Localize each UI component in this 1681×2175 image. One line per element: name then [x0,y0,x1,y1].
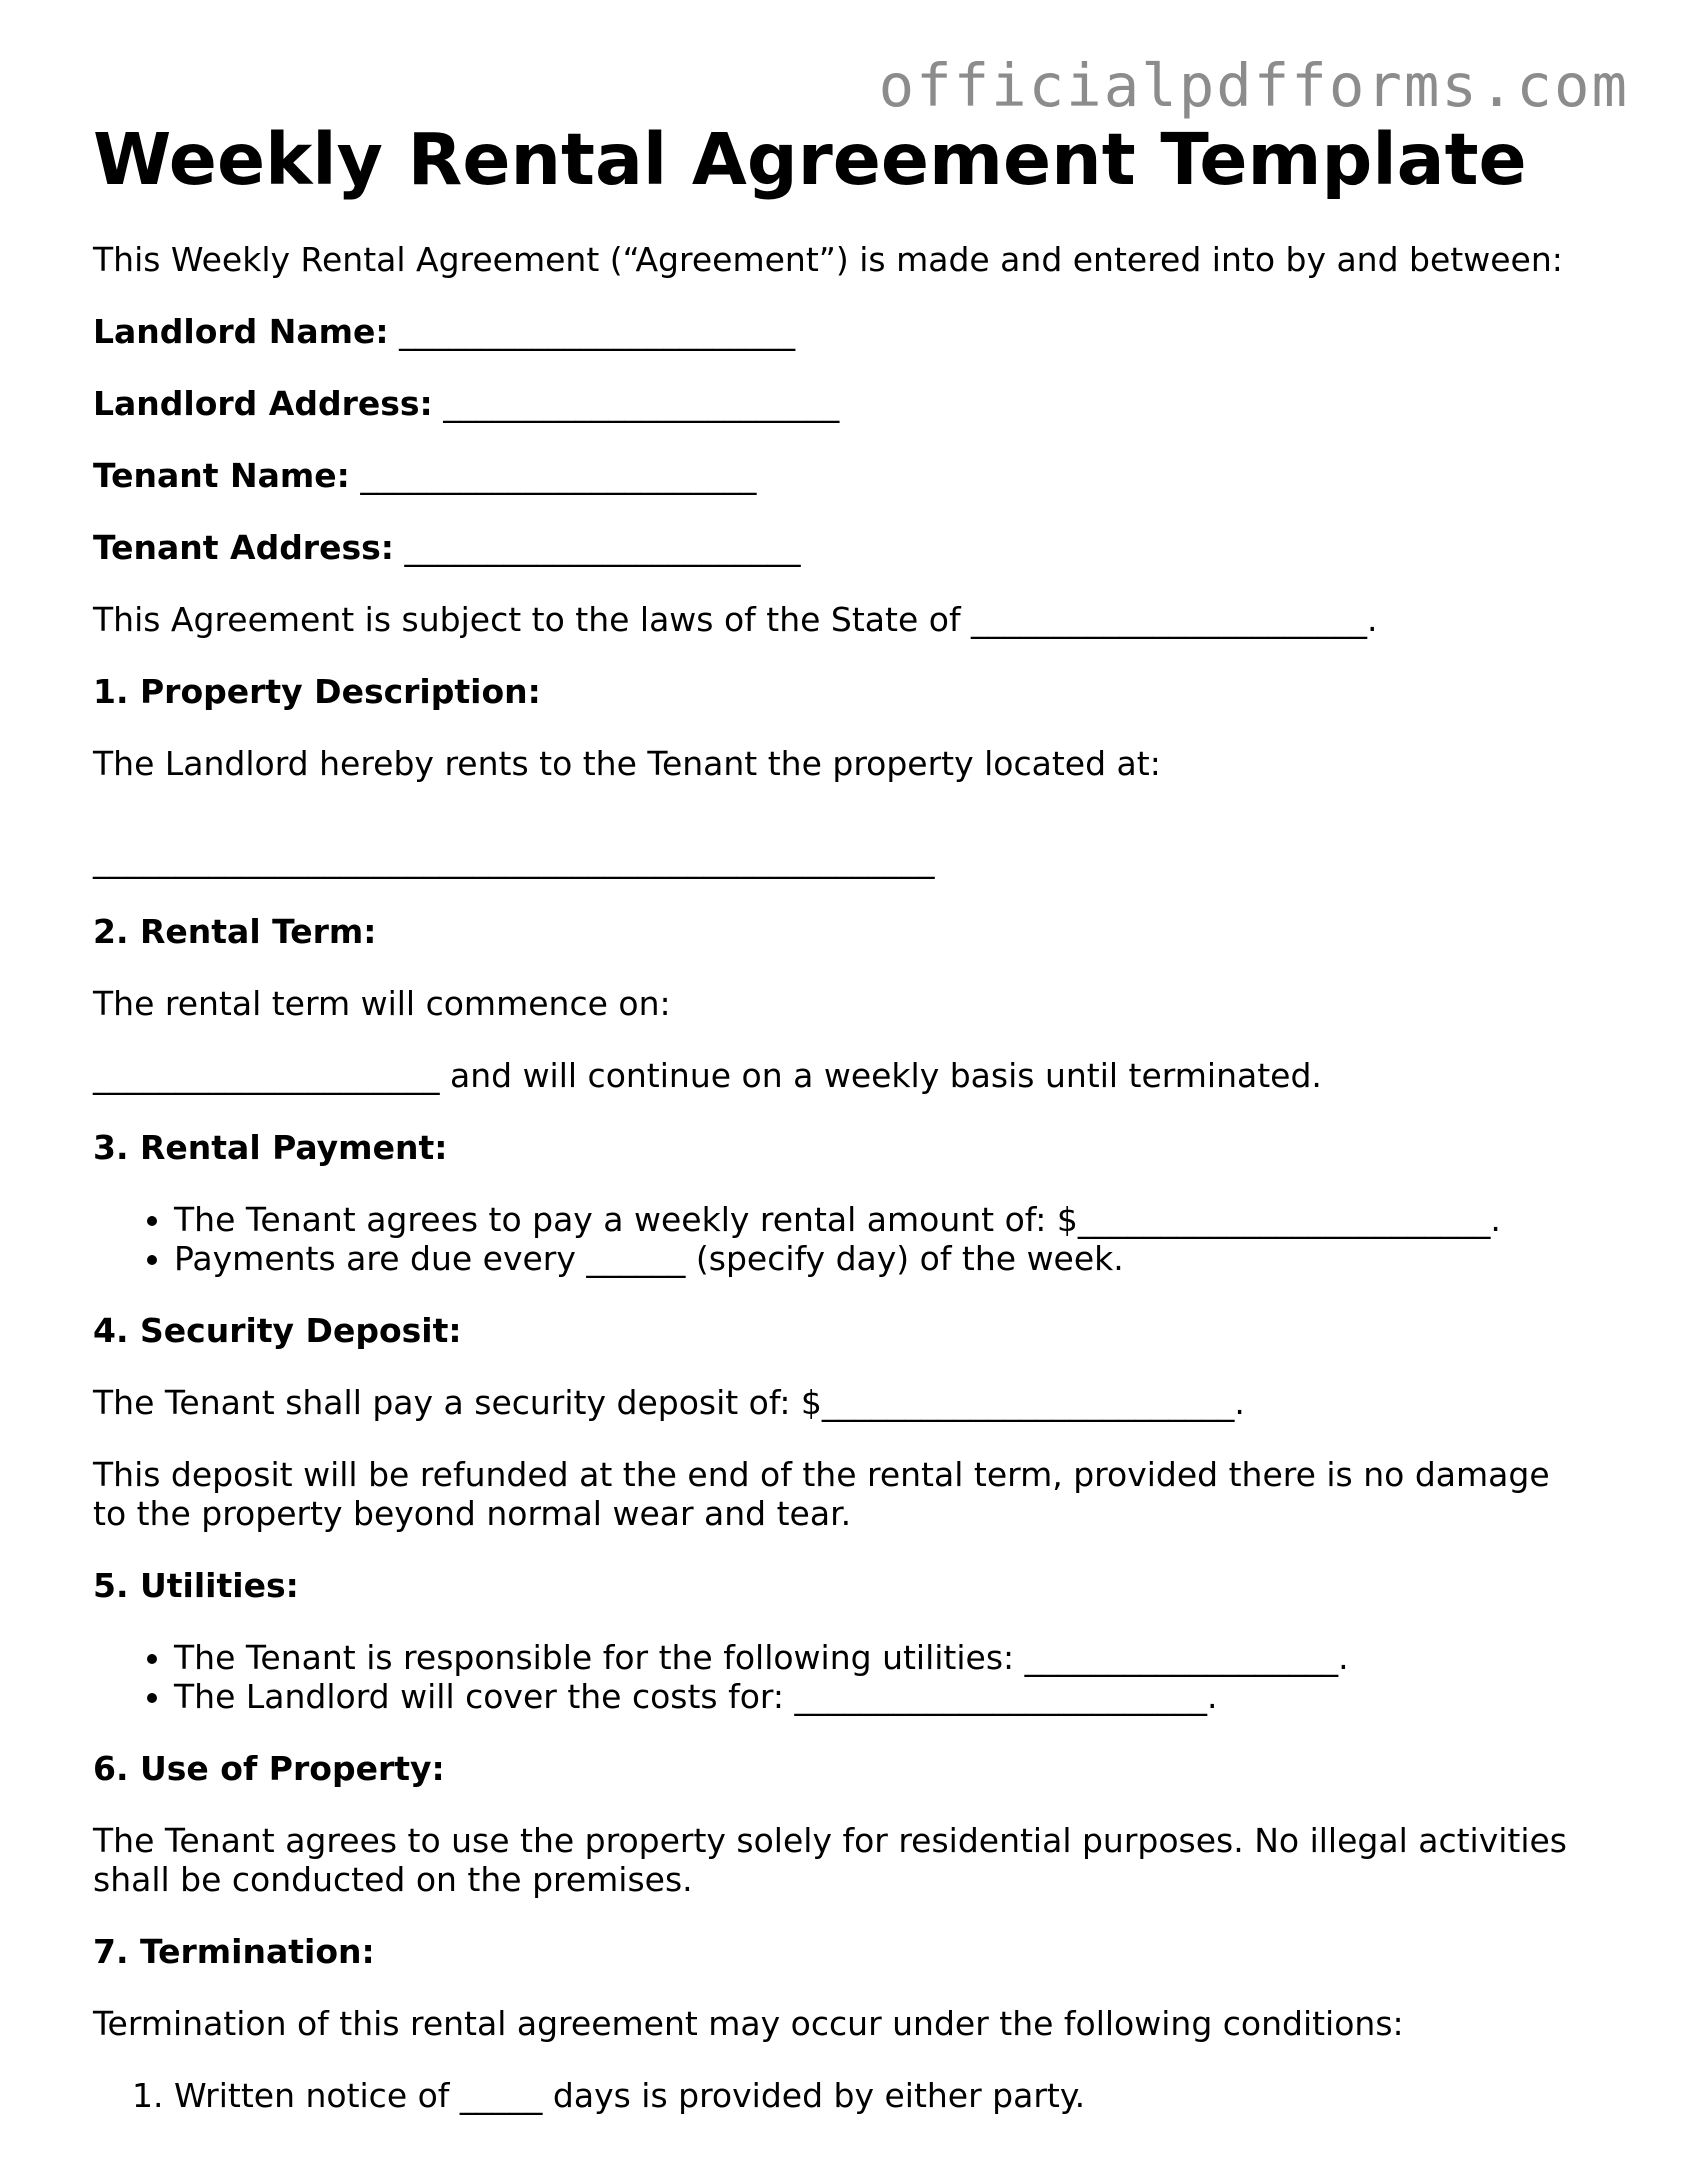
rental-term-line: _____________________ and will continue on a weekly basis until terminated. [93,1056,1322,1095]
rental-payment-heading: 3. Rental Payment: [93,1128,448,1167]
document-title: Weekly Rental Agreement Template [93,118,1527,201]
property-text: The Landlord hereby rents to the Tenant the property located at: [93,744,1161,783]
termination-list [93,2076,1593,2115]
property-heading: 1. Property Description: [93,672,541,711]
tenant-address-field [93,528,1593,567]
landlord-name-field [93,312,1593,351]
list-item: • The Tenant is responsible for the following utilities: ___________________. [174,1638,1593,1677]
use-of-property-text: The Tenant agrees to use the property solely for residential purposes. No illegal activities shall be conducted on the premises. [93,1821,1567,1899]
list-item: • Payments are due every ______ (specify day) of the week. [174,1239,1593,1278]
tenant-name-blank: ________________________ [360,456,757,495]
site-watermark: officialpdfforms.com [878,51,1629,120]
landlord-address-blank: ________________________ [443,384,840,423]
governing-law-paragraph: This Agreement is subject to the laws of the State of ________________________. [93,600,1378,639]
security-deposit-text: The Tenant shall pay a security deposit of: $_________________________. [93,1383,1245,1422]
list-item: • The Landlord will cover the costs for: _________________________. [174,1677,1593,1716]
landlord-address-field [93,384,1593,423]
rental-term-text: The rental term will commence on: [93,984,671,1023]
list-item: 1. Written notice of _____ days is provided by either party. [174,2076,1593,2115]
tenant-name-label: Tenant Name: [93,456,350,495]
intro-paragraph: This Weekly Rental Agreement (“Agreement”) is made and entered into by and between: [93,240,1563,279]
use-of-property-heading: 6. Use of Property: [93,1749,445,1788]
landlord-name-label: Landlord Name: [93,312,389,351]
landlord-address-label: Landlord Address: [93,384,433,423]
rental-term-heading: 2. Rental Term: [93,912,377,951]
document-page [93,118,1593,2115]
property-address-blank: ___________________________________________________ [93,840,935,879]
tenant-address-label: Tenant Address: [93,528,394,567]
landlord-name-blank: ________________________ [399,312,796,351]
security-deposit-heading: 4. Security Deposit: [93,1311,462,1350]
termination-text: Termination of this rental agreement may occur under the following conditions: [93,2004,1404,2043]
rental-payment-list [93,1200,1593,1278]
security-deposit-refund-text: This deposit will be refunded at the end of the rental term, provided there is no damage to the property beyond normal wear and tear. [93,1455,1550,1533]
termination-heading: 7. Termination: [93,1932,375,1971]
utilities-list [93,1638,1593,1716]
tenant-address-blank: ________________________ [404,528,801,567]
list-item: • The Tenant agrees to pay a weekly rental amount of: $_________________________. [174,1200,1593,1239]
utilities-heading: 5. Utilities: [93,1566,299,1605]
tenant-name-field [93,456,1593,495]
